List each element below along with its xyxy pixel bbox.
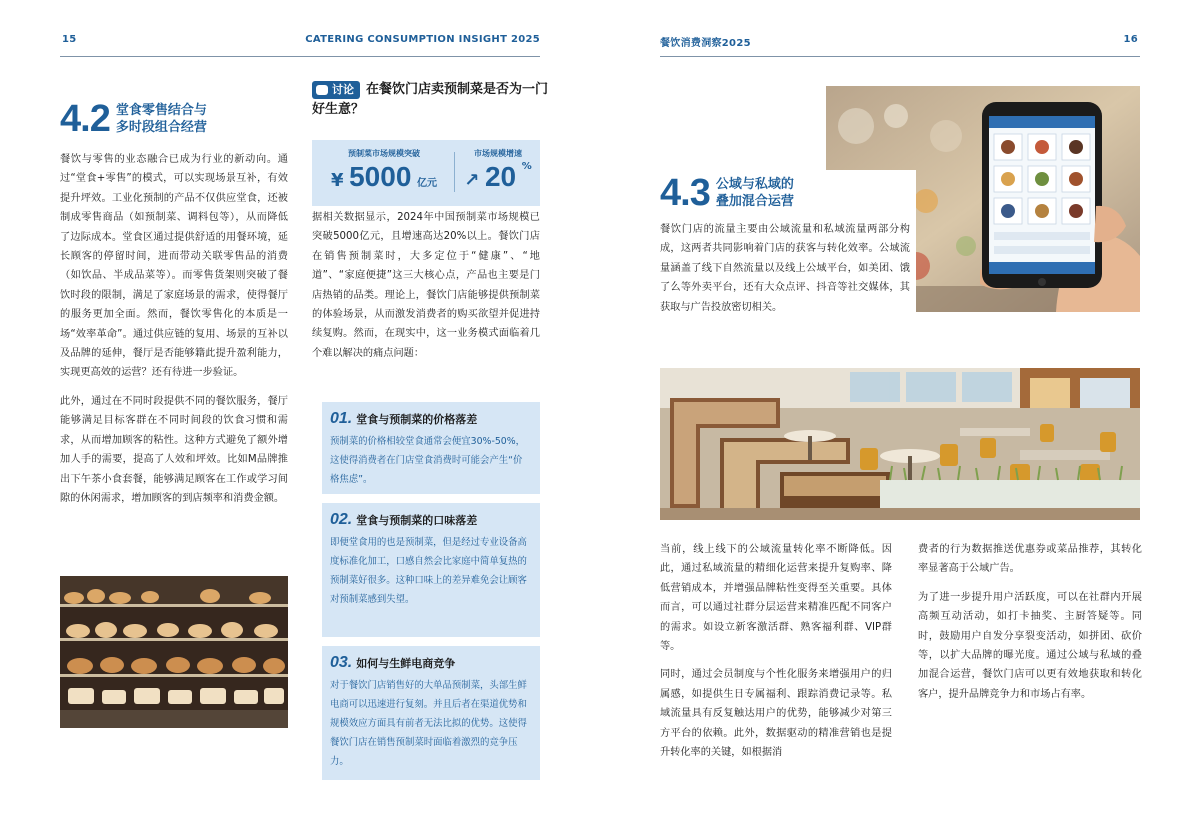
section-title xyxy=(716,176,794,210)
header-rule-left xyxy=(60,56,540,57)
paragraph: 为了进一步提升用户活跃度，可以在社群内开展高频互动活动，如打卡抽奖、主厨答疑等。同时，鼓励用户自发分享裂变活动，如拼团、砍价等，以扩大品牌的曝光度。通过公域与私域的叠加混合运营，餐饮门店可以更有效地获取和转化客户，提升品牌竞争力和市场占有率。 xyxy=(918,591,1142,700)
page-number-left: 15 xyxy=(62,34,77,45)
stat-divider xyxy=(454,152,455,192)
point-body: 预制菜的价格相较堂食通常会便宜30%-50%，这使得消费者在门店堂食消费时可能会产生“价格焦虑”。 xyxy=(330,436,526,485)
point-number: 02. xyxy=(330,511,353,528)
chat-bubble-icon xyxy=(316,85,328,95)
point-body: 即便堂食用的也是预制菜，但是经过专业设备高度标准化加工，口感自然会比家庭中简单复热的预制菜好很多。这种口味上的差异难免会让顾客对预制菜感到失望。 xyxy=(330,537,527,605)
page-number-right: 16 xyxy=(1123,34,1138,45)
market-stats-box xyxy=(312,140,540,206)
stat-label: 预制菜市场规模突破 xyxy=(348,149,420,158)
running-header-left: CATERING CONSUMPTION INSIGHT 2025 xyxy=(305,34,540,45)
section-heading-4-2 xyxy=(60,100,207,138)
section-title-line2: 多时段组合经营 xyxy=(115,120,207,135)
point-title: 堂食与预制菜的价格落差 xyxy=(356,413,478,426)
point-body: 对于餐饮门店销售好的大单品预制菜，头部生鲜电商可以迅速进行复刻。并且后者在渠道优势和规模效应方面具有前者无法比拟的优势。这使得餐饮门店在销售预制菜时面临着激烈的竞争压力。 xyxy=(330,680,527,767)
paragraph: 据相关数据显示，2024年中国预制菜市场规模已突破5000亿元，且增速高达20%以上。餐饮门店在销售预制菜时，大多定位于“健康”、“地道”、“家庭便捷”这三大核心点，产品也主要是门店热销的品类。理论上，餐饮门店能够提供预制菜的体验场景，从而激发消费者的购买欲望并促进持续复购。然而，在现实中，这一业务模式面临着几个难以解决的痛点问题： xyxy=(312,212,540,359)
header-rule-right xyxy=(660,56,1140,57)
section-heading-4-3 xyxy=(660,174,794,212)
right-body-column-1 xyxy=(660,540,892,771)
point-number: 03. xyxy=(330,654,353,671)
section-number: 4.3 xyxy=(660,172,710,214)
section-title-line1: 堂食零售结合与 xyxy=(115,103,207,118)
paragraph: 当前，线上线下的公域流量转化率不断降低。因此，通过私域流量的精细化运营来提升复购率、降低营销成本，并增强品牌粘性变得至关重要。具体而言，可以通过社群分层运营来精准匹配不同客户的需求。如设立新客激活群、熟客福利群、VIP群等。 xyxy=(660,544,892,653)
bakery-display-photo xyxy=(60,576,288,728)
stat-label: 市场规模增速 xyxy=(474,149,522,158)
restaurant-interior-photo xyxy=(660,368,1140,520)
trend-up-icon: ↗ xyxy=(464,170,480,191)
discussion-body xyxy=(312,208,540,372)
stat-market-size xyxy=(320,148,448,193)
intro-body xyxy=(660,220,910,326)
pain-point-2 xyxy=(322,503,540,637)
paragraph: 同时，通过会员制度与个性化服务来增强用户的归属感，如提供生日专属福利、跟踪消费记录等。私域流量具有反复触达用户的优势，能够减少对第三方平台的依赖。此外，数据驱动的精准营销也是提升转化率的关键，如根据消 xyxy=(660,669,892,759)
stat-growth xyxy=(462,148,534,193)
point-title: 如何与生鲜电商竞争 xyxy=(356,657,456,670)
stat-value: 20 xyxy=(484,161,517,192)
section-title xyxy=(116,102,207,136)
section-number: 4.2 xyxy=(60,98,110,140)
paragraph: 此外，通过在不同时段提供不同的餐饮服务，餐厅能够满足目标客群在不同时间段的饮食习惯和需求，从而增加顾客的粘性。这种方式避免了额外增加人手的需要，提高了人效和坪效。比如M品牌推出下午茶小食套餐，能够满足顾客在工作或学习间隙的休闲需求，增加顾客的到店频率和消费金额。 xyxy=(60,395,288,504)
running-header-right: 餐饮消费洞察2025 xyxy=(660,38,751,49)
yen-icon: ¥ xyxy=(331,170,344,191)
stat-unit: 亿元 xyxy=(416,178,437,189)
left-body-column xyxy=(60,150,288,517)
stat-value: 5000 xyxy=(349,161,412,192)
point-number: 01. xyxy=(330,410,353,427)
paragraph: 餐饮与零售的业态融合已成为行业的新动向。通过“堂食+零售”的模式，可以实现场景互补，有效提升坪效。工业化预制的产品不仅供应堂食，还被制成零售商品（如预制菜、调料包等），从而降低了边际成本。堂食区通过提供舒适的用餐环境，延长顾客的停留时间，进而带动关联零售品的消费（如饮品、半成品菜等）。而零售货架则突破了餐饮时段的限制，满足了家庭场景的需求，使得餐厅的服务更加全面。然而，餐饮零售化的本质是一场“效率革命”。通过供应链的复用、场景的互补以及品牌的延伸，餐厅是否能够籍此提升盈利能力，实现更高效的运营？还有待进一步验证。 xyxy=(60,154,288,379)
right-page xyxy=(600,0,1200,840)
discussion-badge xyxy=(312,81,360,99)
pain-point-3 xyxy=(322,646,540,780)
stat-unit: % xyxy=(521,161,532,172)
discussion-badge-label: 讨论 xyxy=(332,82,354,96)
right-body-column-2 xyxy=(918,540,1142,713)
discussion-heading xyxy=(312,80,552,120)
section-title-line2: 叠加混合运营 xyxy=(715,194,794,209)
paragraph: 费者的行为数据推送优惠券或菜品推荐，其转化率显著高于公域广告。 xyxy=(918,544,1142,575)
point-title: 堂食与预制菜的口味落差 xyxy=(356,514,478,527)
paragraph: 餐饮门店的流量主要由公域流量和私域流量两部分构成，这两者共同影响着门店的获客与转化效率。公域流量涵盖了线下自然流量以及线上公域平台，如美团、饿了么等外卖平台，还有大众点评、抖音等社交媒体，其获取与广告投放密切相关。 xyxy=(660,224,910,313)
discussion-title: 在餐饮门店卖预制菜是否为一门好生意？ xyxy=(312,82,549,117)
section-title-line1: 公域与私域的 xyxy=(715,177,794,192)
pain-point-1 xyxy=(322,402,540,494)
